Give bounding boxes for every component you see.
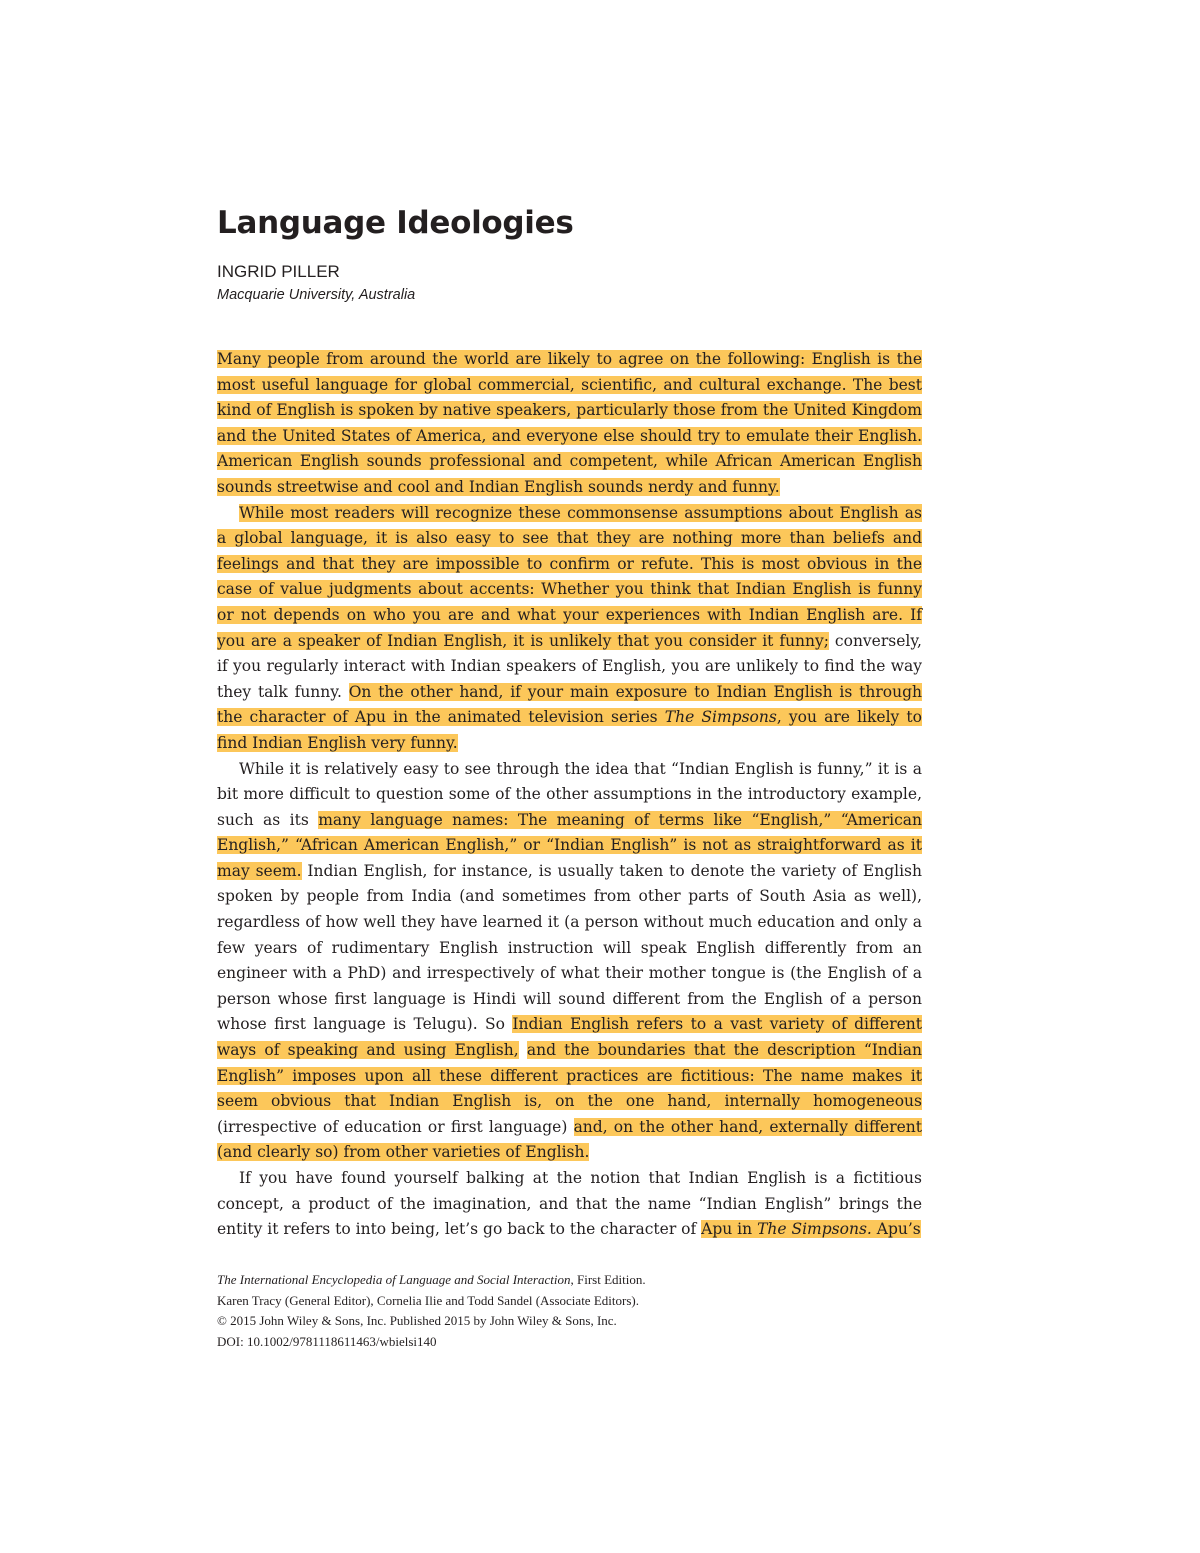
citation-line — [217, 1270, 922, 1291]
paragraph-4 — [217, 1166, 922, 1243]
text-run: (irrespective of education or first language) — [217, 1117, 574, 1136]
highlight[interactable]: many language names: The meaning of terms like “English,” “American English,” “African American English,” or “Indian English” is not as straightforward as it may seem. — [217, 810, 922, 880]
text-run: While it is relatively easy to see through the idea that “Indian English is funny,” it is a bit more difficult to question some of the other assumptions in the introductory example, such as its — [217, 759, 922, 829]
citation-footer — [217, 1270, 922, 1352]
paragraph-1 — [217, 347, 922, 501]
author-name: INGRID PILLER — [217, 262, 340, 281]
text-run: , you are likely to find Indian English very funny. — [217, 708, 922, 752]
paragraph-3 — [217, 757, 922, 1167]
text-run — [519, 1041, 527, 1059]
copyright-line: © 2015 John Wiley & Sons, Inc. Published 2015 by John Wiley & Sons, Inc. — [217, 1313, 617, 1328]
author-affiliation: Macquarie University, Australia — [217, 287, 416, 303]
highlight[interactable]: and, on the other hand, externally different (and clearly so) from other varieties of English. — [217, 1117, 922, 1162]
doi-line[interactable]: DOI: 10.1002/9781118611463/wbielsi140 — [217, 1333, 437, 1349]
text-run: Indian English, for instance, is usually taken to denote the variety of English spoken by people from India (and sometimes from other parts of South Asia as well), regardless of how well they have learned it (a person without much education and only a few years of rudimentary English instruction will speak English differently from an engineer with a PhD) and irrespectively of what their mother tongue is (the English of a person whose first language is Hindi will sound different from the English of a person whose first language is Telugu). So — [217, 861, 922, 1034]
text-run: conversely, if you regularly interact with Indian speakers of English, you are unlikely to find the way they talk funny. — [217, 631, 922, 701]
italic-title: The Simpsons. — [757, 1220, 872, 1239]
italic-title: The Simpsons — [664, 708, 777, 727]
text-run: , First Edition. — [570, 1272, 646, 1287]
highlight[interactable] — [701, 1220, 921, 1238]
text-run: On the other hand, if your main exposure to Indian English is through the character of Apu in the animated television series — [217, 682, 922, 727]
text-run: Apu in — [701, 1220, 758, 1239]
article-body — [217, 347, 922, 1243]
highlight[interactable]: Many people from around the world are likely to agree on the following: English is the most useful language for global commercial, scientific, and cultural exchange. The best kind of English is spoken by native speakers, particularly those from the United Kingdom and the United States of America, and everyone else should try to emulate their English. American English sounds professional and competent, while African American English sounds streetwise and cool and Indian English sounds nerdy and funny. — [217, 350, 922, 496]
encyclopedia-title: The International Encyclopedia of Language and Social Interaction — [217, 1272, 571, 1287]
article-title: Language Ideologies — [217, 205, 574, 241]
text-run: If you have found yourself balking at the notion that Indian English is a fictitious concept, a product of the imagination, and that the name “Indian English” brings the entity it refers to into being, let’s go back to the character of — [217, 1169, 922, 1239]
text-run: Apu’s — [871, 1220, 921, 1239]
paragraph-2 — [217, 501, 922, 757]
highlight[interactable]: Indian English refers to a vast variety of different ways of speaking and using English, — [217, 1015, 922, 1060]
highlight[interactable]: While most readers will recognize these commonsense assumptions about English as a global language, it is also easy to see that they are nothing more than beliefs and feelings and that they are impossible to confirm or refute. This is most obvious in the case of value judgments about accents: Whether you think that Indian English is funny or not depends on who you are and what your experiences with Indian English are. If you are a speaker of Indian English, it is unlikely that you consider it funny; — [217, 503, 922, 650]
citation-line: Karen Tracy (General Editor), Cornelia Ilie and Todd Sandel (Associate Editors). — [217, 1292, 639, 1308]
highlight[interactable]: and the boundaries that the description “Indian English” imposes upon all these different practices are fictitious: The name makes it seem obvious that Indian English is, on the one hand, internally homogeneous — [217, 1041, 923, 1111]
